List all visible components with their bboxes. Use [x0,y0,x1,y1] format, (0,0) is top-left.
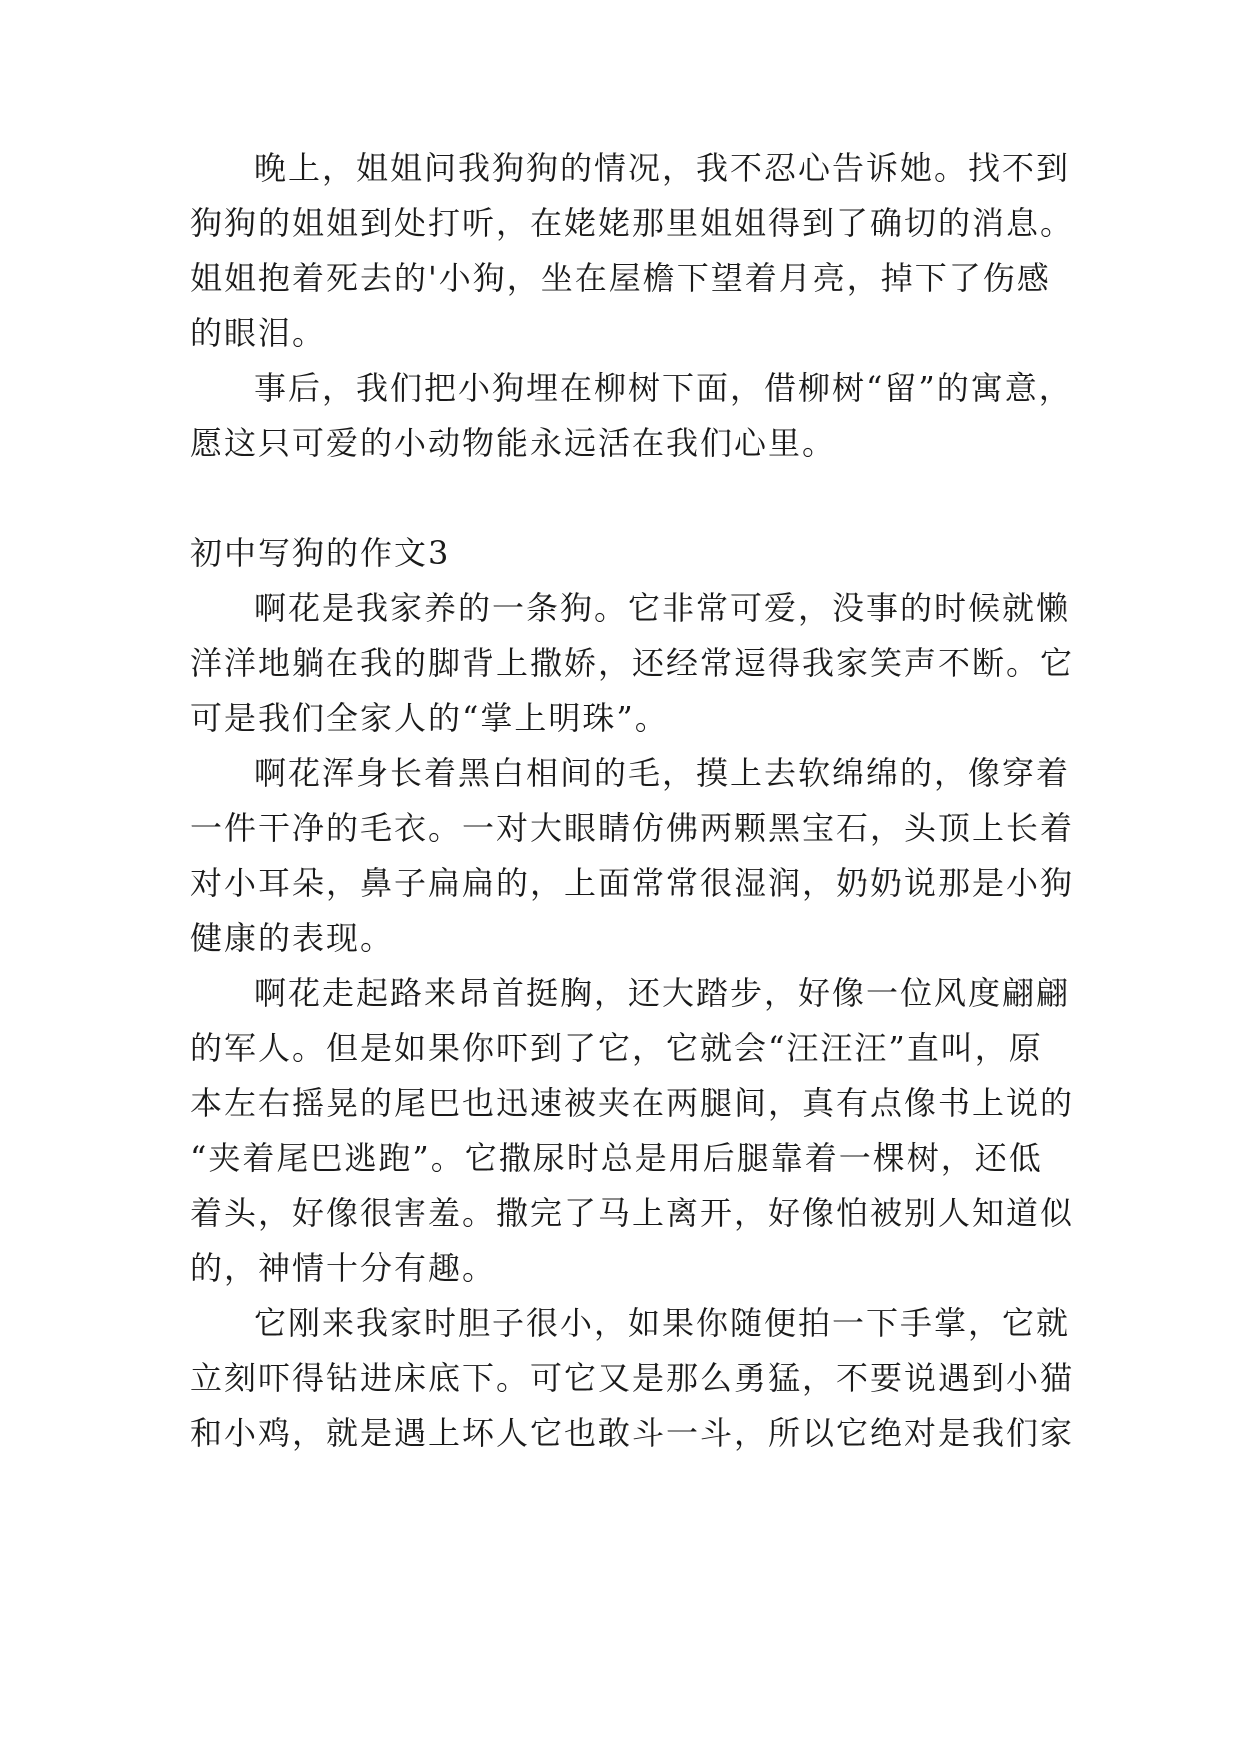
paragraph-line: 可是我们全家人的“掌上明珠”。 [190,699,669,737]
paragraph-line: 的眼泪。 [190,314,327,352]
paragraph-line: 啊花是我家养的一条狗。它非常可爱，没事的时候就懒 [254,589,1071,627]
paragraph-line: 立刻吓得钻进床底下。可它又是那么勇猛，不要说遇到小猫 [190,1359,1075,1397]
paragraph-line: 狗狗的姐姐到处打听，在姥姥那里姐姐得到了确切的消息。 [190,204,1075,242]
paragraph-line: 着头，好像很害羞。撒完了马上离开，好像怕被别人知道似 [190,1194,1075,1232]
paragraph-line: 和小鸡，就是遇上坏人它也敢斗一斗，所以它绝对是我们家 [190,1414,1075,1452]
paragraph-line: 本左右摇晃的尾巴也迅速被夹在两腿间，真有点像书上说的 [190,1084,1075,1122]
paragraph-line: 晚上，姐姐问我狗狗的情况，我不忍心告诉她。找不到 [254,149,1071,187]
paragraph-line: 一件干净的毛衣。一对大眼睛仿佛两颗黑宝石，头顶上长着 [190,809,1075,847]
paragraph-line: 的军人。但是如果你吓到了它，它就会“汪汪汪”直叫，原 [190,1029,1043,1067]
section-heading: 初中写狗的作文3 [190,534,451,572]
paragraph-line: 啊花走起路来昂首挺胸，还大踏步，好像一位风度翩翩 [254,974,1071,1012]
paragraph-line: 健康的表现。 [190,919,395,957]
paragraph-line: 事后，我们把小狗埋在柳树下面，借柳树“留”的寓意， [254,369,1073,407]
paragraph-line: 愿这只可爱的小动物能永远活在我们心里。 [190,424,837,462]
paragraph-line: “夹着尾巴逃跑”。它撒尿时总是用后腿靠着一棵树，还低 [190,1139,1043,1177]
paragraph-line: 对小耳朵，鼻子扁扁的，上面常常很湿润，奶奶说那是小狗 [190,864,1075,902]
paragraph-line: 的，神情十分有趣。 [190,1249,497,1287]
paragraph-line: 它刚来我家时胆子很小，如果你随便拍一下手掌，它就 [254,1304,1071,1342]
paragraph-line: 姐姐抱着死去的'小狗，坐在屋檐下望着月亮，掉下了伤感 [190,259,1051,297]
paragraph-line: 洋洋地躺在我的脚背上撒娇，还经常逗得我家笑声不断。它 [190,644,1075,682]
paragraph-line: 啊花浑身长着黑白相间的毛，摸上去软绵绵的，像穿着 [254,754,1071,792]
